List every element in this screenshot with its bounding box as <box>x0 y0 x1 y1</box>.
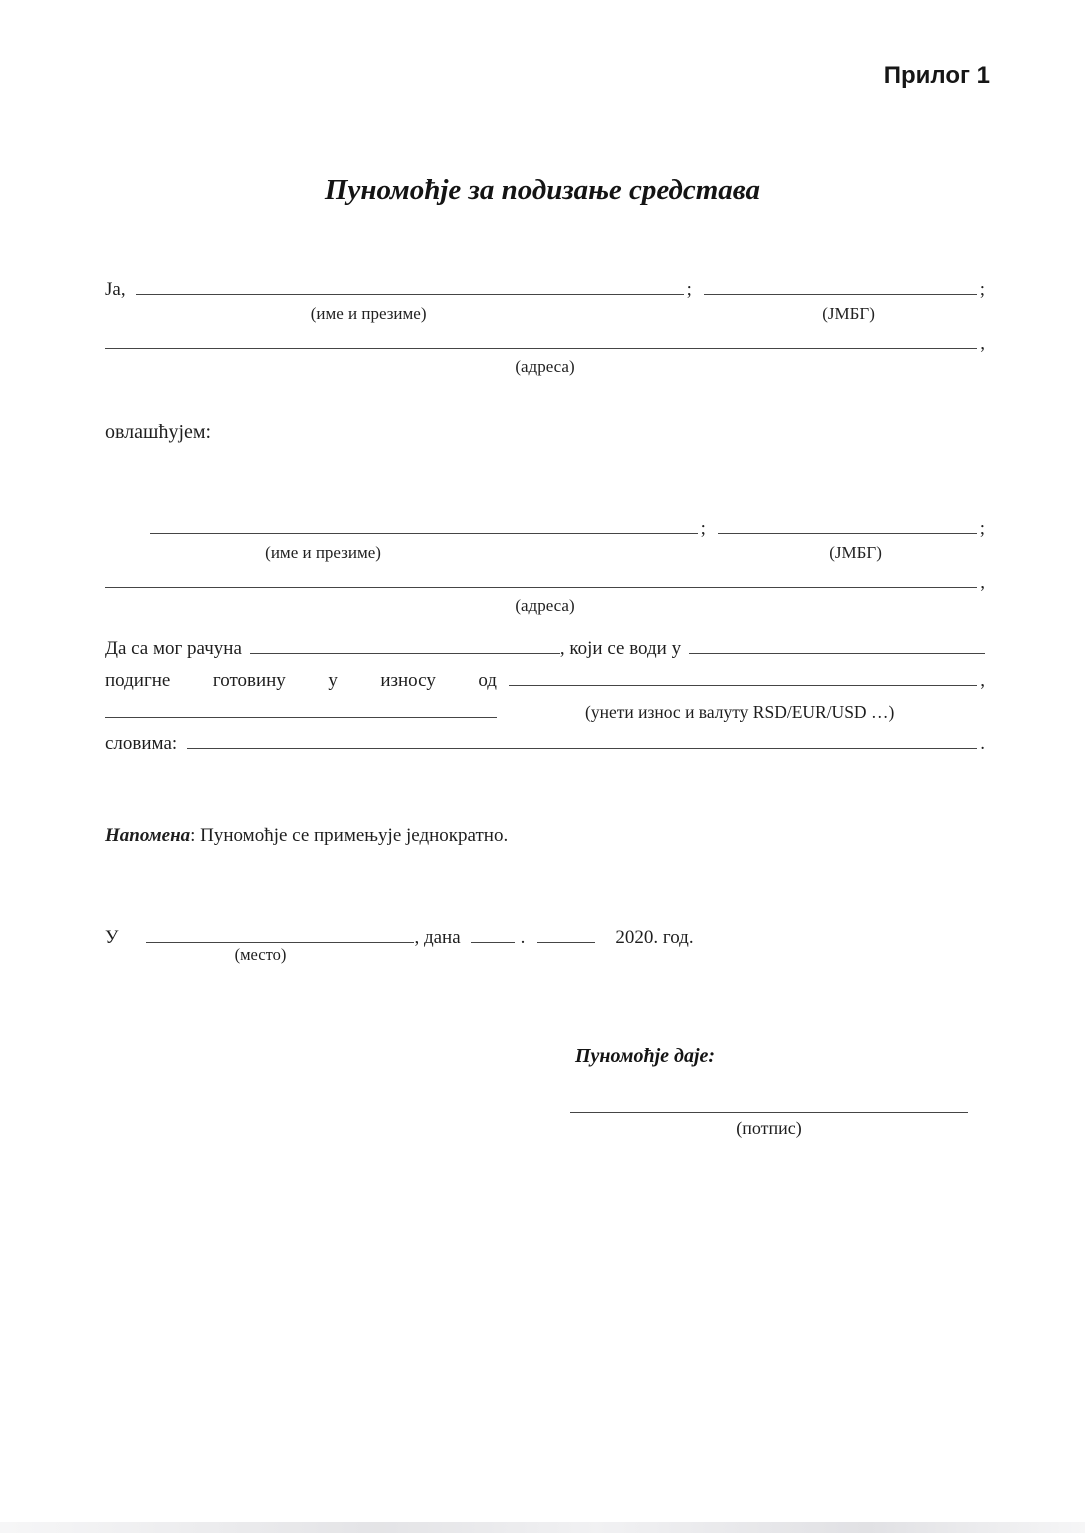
word: износу <box>380 670 436 691</box>
principal-section <box>105 279 985 377</box>
word: подигне <box>105 670 171 691</box>
year-text: 2020. год. <box>615 927 694 948</box>
request-paragraph <box>105 638 985 755</box>
principal-jmbg-field[interactable] <box>704 282 977 295</box>
attorney-address-label: (адреса) <box>515 596 575 615</box>
day-field[interactable] <box>471 930 515 943</box>
principal-field-labels <box>105 304 985 324</box>
date-lead-in: , дана <box>414 927 461 948</box>
bank-name-field[interactable] <box>689 641 985 654</box>
authorize-line: овлашћујем: <box>105 421 212 443</box>
separator-period: . <box>520 927 526 948</box>
separator-semicolon: ; <box>686 279 692 300</box>
note-line <box>105 825 985 847</box>
principal-name-field[interactable] <box>136 282 684 295</box>
attorney-field-labels <box>150 543 985 563</box>
request-line-amount <box>105 670 985 692</box>
amount-currency-hint: (унети износ и валуту RSD/EUR/USD …) <box>585 702 895 722</box>
separator-semicolon: ; <box>700 518 706 539</box>
request-line-amount-continued <box>105 702 985 723</box>
power-of-attorney-giver-heading: Пуномоћје даје: <box>575 1045 716 1067</box>
signature-block <box>570 1100 968 1139</box>
word: у <box>328 670 338 691</box>
separator-comma: , <box>980 572 985 593</box>
principal-lead-in: Ја, <box>105 279 126 300</box>
separator-comma: , <box>980 333 985 354</box>
place-field-group <box>146 930 414 965</box>
place-field[interactable] <box>146 930 414 943</box>
principal-address-row <box>105 333 985 355</box>
separator-semicolon: ; <box>979 279 985 300</box>
principal-address-label: (адреса) <box>515 357 575 376</box>
note-label: Напомена <box>105 825 191 846</box>
separator-period: . <box>980 733 985 754</box>
amount-field[interactable] <box>509 673 977 686</box>
attorney-name-jmbg-row <box>150 518 985 540</box>
principal-address-field[interactable] <box>105 336 977 349</box>
signature-label: (потпис) <box>736 1118 802 1138</box>
page-title: Пуномоћје за подизање средстава <box>324 174 761 206</box>
request-line1-mid: , који се води у <box>559 638 682 659</box>
request-line2-words <box>105 670 497 692</box>
attorney-jmbg-label: (ЈМБГ) <box>829 543 882 562</box>
document-content <box>0 279 1085 1139</box>
place-label: (место) <box>234 945 287 964</box>
note-text: : Пуномоћје се примењује једнократно. <box>190 825 509 846</box>
request-line1-pre: Да са мог рачуна <box>105 638 242 659</box>
attorney-address-field[interactable] <box>105 575 977 588</box>
request-line-words <box>105 733 985 755</box>
attorney-jmbg-field[interactable] <box>718 521 977 534</box>
word: готовину <box>212 670 286 691</box>
signature-field[interactable] <box>570 1100 968 1113</box>
account-number-field[interactable] <box>250 641 560 654</box>
separator-comma: , <box>980 670 985 691</box>
scanner-artifact-band <box>0 1522 1085 1533</box>
place-date-row <box>105 927 985 965</box>
request-line-account <box>105 638 985 660</box>
annex-label: Прилог 1 <box>883 62 990 89</box>
separator-semicolon: ; <box>979 518 985 539</box>
place-lead-in: У <box>105 927 119 948</box>
attorney-section <box>105 518 985 616</box>
attorney-address-row <box>105 572 985 594</box>
month-field[interactable] <box>537 930 595 943</box>
amount-continued-field[interactable] <box>105 705 497 718</box>
word: од <box>478 670 497 691</box>
principal-name-jmbg-row <box>105 279 985 301</box>
principal-name-label: (име и презиме) <box>310 304 427 323</box>
amount-in-words-field[interactable] <box>187 736 977 749</box>
attorney-name-field[interactable] <box>150 521 698 534</box>
principal-jmbg-label: (ЈМБГ) <box>822 304 875 323</box>
amount-in-words-lead: словима: <box>105 733 178 754</box>
attorney-name-label: (име и презиме) <box>265 543 381 562</box>
